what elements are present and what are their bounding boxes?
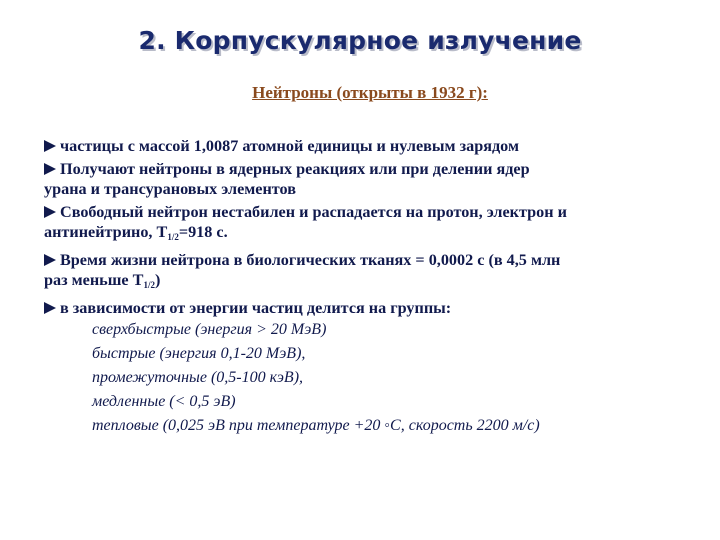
bullet-text-part: антинейтрино, Т: [44, 223, 168, 241]
half-life-subscript: 1/2: [167, 232, 179, 242]
arrow-bullet-icon: [44, 206, 56, 218]
bullet-text: Время жизни нейтрона в биологических тканях = 0,0002 с (в 4,5 млн: [60, 251, 561, 269]
energy-group-item: сверхбыстрые (энергия > 20 МэВ): [92, 321, 327, 338]
bullet-text-continued: [44, 270, 690, 295]
bullet-text: в зависимости от энергии частиц делится на группы:: [60, 299, 452, 317]
energy-group-item: промежуточные (0,5-100 кэВ),: [92, 369, 304, 386]
slide-subtitle: Нейтроны (открыты в 1932 г):: [252, 83, 488, 102]
bullet-text-part: ): [154, 271, 161, 289]
arrow-bullet-icon: [44, 302, 56, 314]
arrow-bullet-icon: [44, 140, 56, 152]
bullet-text: частицы с массой 1,0087 атомной единицы и нулевым зарядом: [60, 137, 519, 155]
bullet-text: Свободный нейтрон нестабилен и распадается на протон, электрон и: [60, 203, 567, 221]
slide-title: 2. Корпускулярное излучение: [138, 26, 582, 55]
bullet-list: [44, 136, 690, 321]
energy-group-item: медленные (< 0,5 эВ): [92, 393, 236, 410]
energy-group-item: быстрые (энергия 0,1-20 МэВ),: [92, 345, 306, 362]
bullet-text-continued: урана и трансурановых элементов: [44, 180, 296, 198]
list-item: [44, 136, 690, 156]
bullet-text-continued: [44, 222, 690, 247]
bullet-text-part: раз меньше Т: [44, 271, 144, 289]
energy-group-item: тепловые (0,025 эВ при температуре +20 ◦С, скорость 2200 м/с): [92, 417, 540, 434]
half-life-subscript: 1/2: [143, 280, 155, 290]
arrow-bullet-icon: [44, 254, 56, 266]
bullet-text-part: =918 с.: [178, 223, 228, 241]
bullet-text: Получают нейтроны в ядерных реакциях или при делении ядер: [60, 160, 530, 178]
energy-groups-list: [92, 318, 540, 438]
list-item: [44, 298, 690, 318]
list-item: [44, 202, 690, 247]
list-item: [44, 159, 690, 199]
list-item: [44, 250, 690, 295]
arrow-bullet-icon: [44, 163, 56, 175]
